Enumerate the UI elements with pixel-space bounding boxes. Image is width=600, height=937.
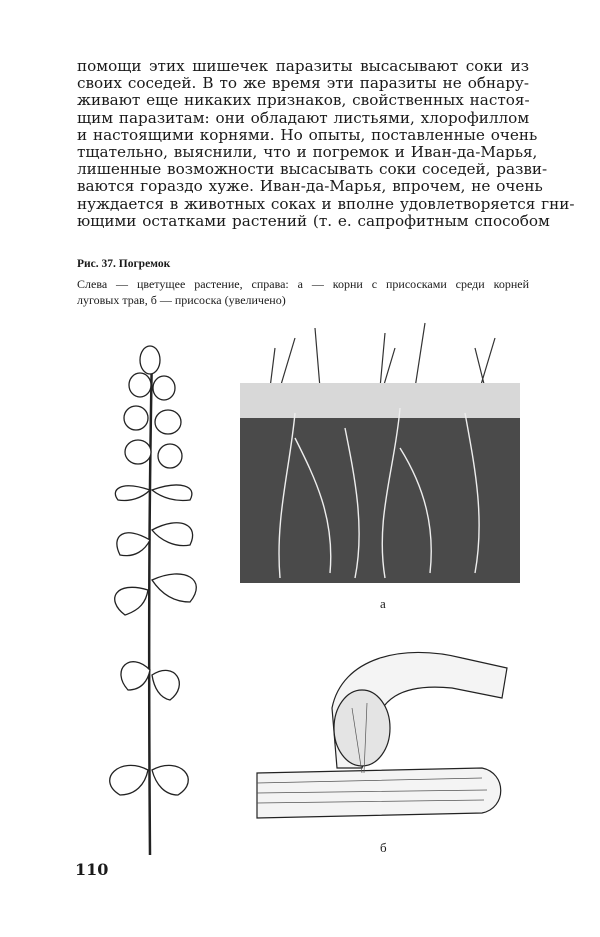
label-a: а [380, 596, 386, 611]
text-line: нуждается в животных соках и вполне удовлетворяется гни- [77, 194, 575, 213]
figure-title: Рис. 37. Погремок [77, 258, 171, 270]
text-line: живают еще никаких признаков, свойственных настоя- [77, 91, 530, 110]
text-line: своих соседей. В то же время эти паразиты не обнару- [77, 74, 529, 93]
text-line: ваются гораздо хуже. Иван-да-Марья, впрочем, не очень [77, 177, 543, 196]
text-line: и настоящими корнями. Но опыты, поставленные очень [77, 125, 538, 144]
text-line: щим паразитам: они обладают листьями, хлорофиллом [77, 108, 530, 127]
text-line: ющими остатками растений (т. е. сапрофитным способом [77, 211, 550, 230]
text-line: лишенные возможности высасывать соки соседей, разви- [77, 160, 548, 179]
text-line: тщательно, выяснили, что и погремок и Иван-да-Марья, [77, 143, 538, 162]
page-number: 110 [75, 860, 109, 879]
caption-line: луговых трав, б — присоска (увеличено) [77, 293, 286, 307]
body-text [77, 57, 575, 230]
figure-caption [77, 276, 529, 308]
haustorium-illustration [252, 648, 514, 843]
text-line: помощи этих шишечек паразиты высасывают соки из [77, 57, 529, 75]
label-b: б [380, 840, 387, 855]
roots-in-soil-illustration [235, 318, 525, 593]
flowering-plant-illustration [90, 340, 225, 860]
caption-line: Слева — цветущее растение, справа: а — корни с присосками среди корней [77, 277, 529, 291]
